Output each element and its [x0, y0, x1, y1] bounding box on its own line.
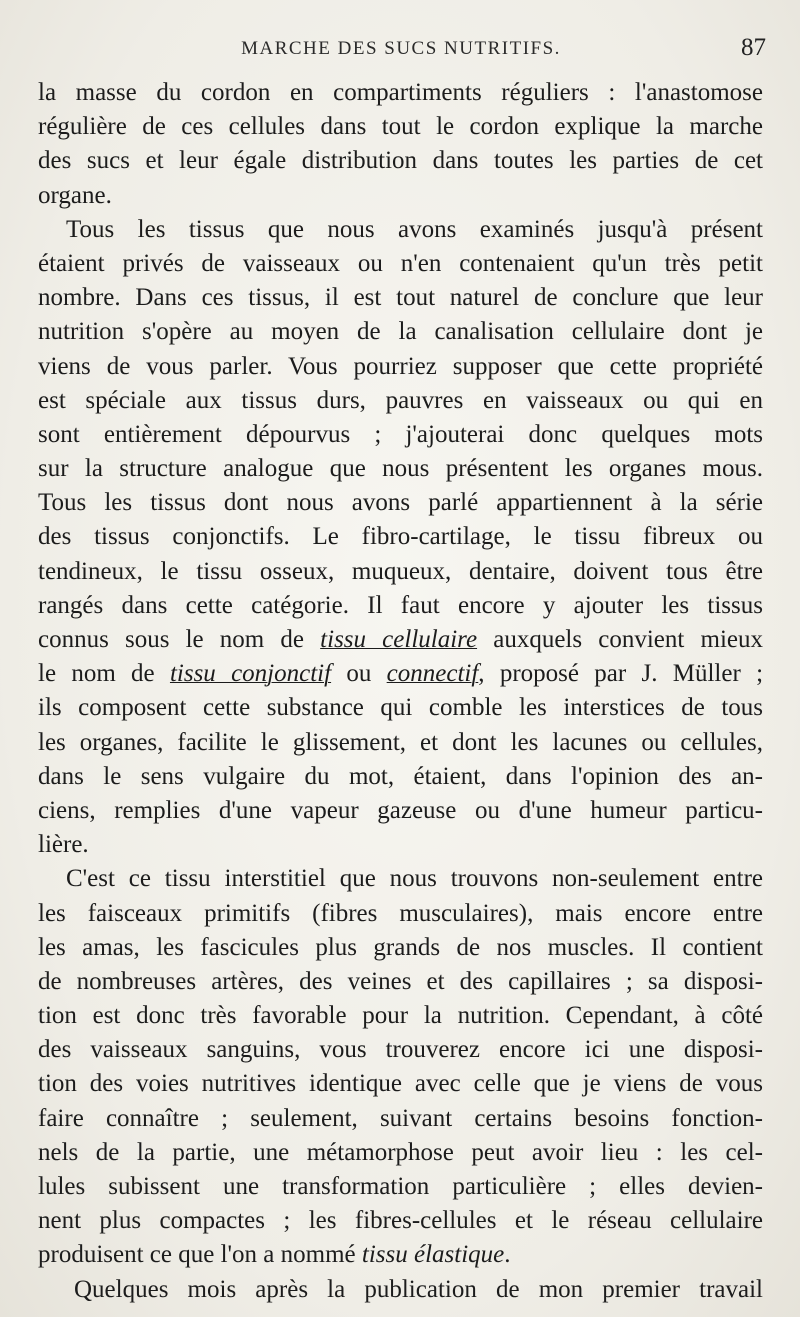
text-line: la masse du cordon en compartiments réguliers : l'anastomose: [38, 79, 763, 106]
text-run: le nom de: [38, 660, 170, 688]
paragraph-start-line: Tous les tissus que nous avons examinés jusqu'à présent: [66, 215, 763, 243]
text-line: tion est donc très favorable pour la nutrition. Cependant, à côté: [38, 1002, 763, 1030]
text-run: ou: [331, 660, 387, 688]
text-line: [38, 1238, 763, 1272]
text-line: lules subissent une transformation particulière ; elles devien-: [38, 1173, 763, 1200]
italic-term: tissu conjonctif: [169, 660, 332, 688]
page-number: 87: [741, 34, 766, 61]
paragraph-start-line: C'est ce tissu interstitiel que nous trouvons non-seulement entre: [66, 865, 763, 893]
text-line: nels de la partie, une métamorphose peut avoir lieu : les cel-: [38, 1138, 763, 1166]
text-line: tendineux, le tissu osseux, muqueux, dentaire, doivent tous être: [38, 557, 763, 585]
text-line: [38, 657, 763, 691]
text-line: faire connaître ; seulement, suivant certains besoins fonction-: [38, 1104, 763, 1132]
text-line: régulière de ces cellules dans tout le cordon explique la marche: [38, 113, 763, 141]
body-text: [38, 76, 763, 1307]
italic-term: tissu cellulaire: [320, 626, 478, 653]
text-line: [38, 623, 763, 657]
text-line: des tissus conjonctifs. Le fibro-cartilage, le tissu fibreux ou: [38, 523, 763, 551]
paragraph-start-line: Quelques mois après la publication de mon premier travail: [74, 1275, 763, 1303]
text-line: rangés dans cette catégorie. Il faut encore y ajouter les tissus: [38, 591, 763, 619]
text-line: nombre. Dans ces tissus, il est tout naturel de conclure que leur: [38, 284, 763, 312]
text-line: organe.: [38, 181, 112, 209]
page-header: [36, 34, 766, 70]
text-run: produisent ce que l'on a nommé: [38, 1241, 362, 1269]
text-line: tion des voies nutritives identique avec celle que je viens de vous: [38, 1070, 763, 1098]
italic-term: connectif: [386, 660, 479, 688]
text-run: , proposé par J. Müller ;: [478, 660, 764, 688]
text-run: connus sous le nom de: [38, 626, 321, 653]
text-line: nent plus compactes ; les fibres-cellules et le réseau cellulaire: [38, 1207, 763, 1235]
text-line: ciens, remplies d'une vapeur gazeuse ou d'une humeur particu-: [38, 796, 763, 824]
text-line: les organes, facilite le glissement, et dont les lacunes ou cellules,: [38, 728, 763, 756]
text-line: Tous les tissus dont nous avons parlé appartiennent à la série: [38, 489, 763, 517]
text-line: des sucs et leur égale distribution dans toutes les parties de cet: [38, 147, 763, 175]
text-line: étaient privés de vaisseaux ou n'en contenaient qu'un très petit: [38, 249, 763, 277]
text-line: les faisceaux primitifs (fibres musculaires), mais encore entre: [38, 899, 763, 927]
text-line: sur la structure analogue que nous présentent les organes mous.: [38, 455, 763, 483]
italic-term: tissu élastique: [361, 1241, 505, 1269]
text-line: viens de vous parler. Vous pourriez supposer que cette propriété: [38, 352, 763, 380]
text-line: dans le sens vulgaire du mot, étaient, dans l'opinion des an-: [38, 762, 763, 790]
text-run: .: [504, 1241, 511, 1269]
text-line: de nombreuses artères, des veines et des capillaires ; sa disposi-: [38, 967, 763, 995]
text-run: auxquels convient mieux: [477, 626, 763, 653]
text-line: lière.: [38, 831, 89, 859]
running-title: MARCHE DES SUCS NUTRITIFS.: [241, 38, 561, 59]
text-line: des vaisseaux sanguins, vous trouverez encore ici une disposi-: [38, 1036, 763, 1064]
text-line: est spéciale aux tissus durs, pauvres en vaisseaux ou qui en: [38, 386, 763, 414]
text-line: nutrition s'opère au moyen de la canalisation cellulaire dont je: [38, 318, 763, 346]
text-line: sont entièrement dépourvus ; j'ajouterai donc quelques mots: [38, 420, 763, 448]
text-line: les amas, les fascicules plus grands de nos muscles. Il contient: [38, 933, 763, 961]
text-line: ils composent cette substance qui comble les interstices de tous: [38, 694, 763, 722]
